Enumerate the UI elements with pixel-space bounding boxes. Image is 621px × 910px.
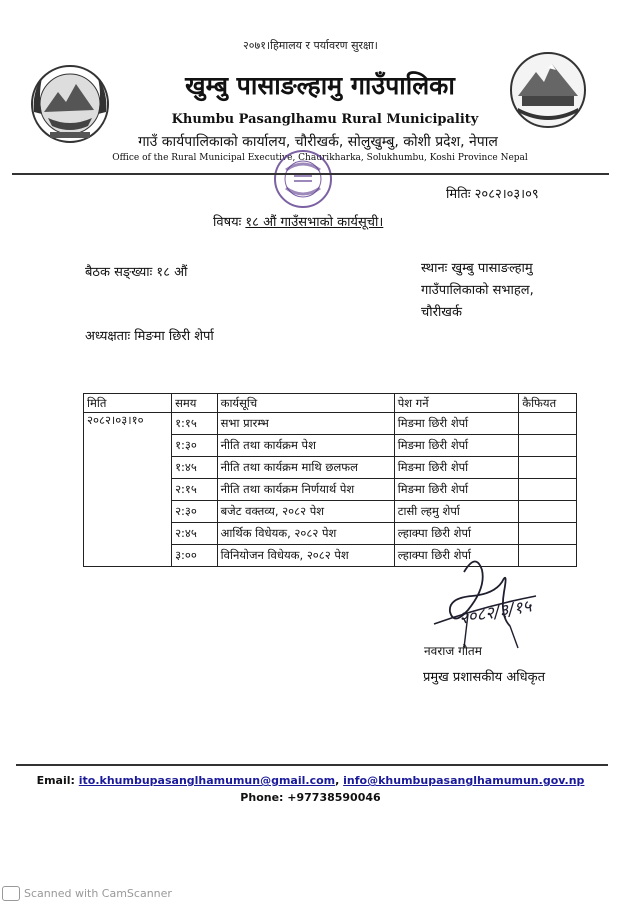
nepal-emblem-logo xyxy=(28,62,112,146)
venue-line: चौरीखर्क xyxy=(421,305,462,320)
office-address-nepali: गाउँ कार्यपालिकाको कार्यालय, चौरीखर्क, सोलुखुम्बु, कोशी प्रदेश, नेपाल xyxy=(138,134,498,150)
handwritten-date: २०८२/३/१५ xyxy=(457,596,534,629)
venue-line: गाउँपालिकाको सभाहल, xyxy=(421,283,534,298)
watermark-text: Scanned with CamScanner xyxy=(24,887,172,900)
footer-phone: Phone: +97738590046 xyxy=(240,791,381,804)
agenda-table xyxy=(83,393,577,567)
table-row xyxy=(84,413,577,435)
agenda-remarks xyxy=(519,523,577,545)
agenda-remarks xyxy=(519,501,577,523)
agenda-presenter: ल्हाक्पा छिरी शेर्पा xyxy=(394,523,519,545)
agenda-date-cell: २०८२।०३।१० xyxy=(84,413,172,567)
agenda-time: १:३० xyxy=(172,435,218,457)
office-seal-stamp xyxy=(272,148,334,210)
agenda-remarks xyxy=(519,457,577,479)
column-header-remarks: कैफियत xyxy=(519,394,577,413)
municipality-logo xyxy=(508,50,588,130)
header-divider xyxy=(12,173,609,175)
header-motto: २०७१।हिमालय र पर्यावरण सुरक्षा। xyxy=(243,39,378,52)
agenda-header-row xyxy=(84,394,577,413)
agenda-program: आर्थिक विधेयक, २०८२ पेश xyxy=(217,523,394,545)
camscanner-icon xyxy=(2,886,20,901)
subject-prefix: विषयः xyxy=(213,215,242,230)
agenda-time: २:४५ xyxy=(172,523,218,545)
agenda-remarks xyxy=(519,435,577,457)
column-header-time: समय xyxy=(172,394,218,413)
agenda-remarks xyxy=(519,413,577,435)
agenda-program: नीति तथा कार्यक्रम निर्णयार्थ पेश xyxy=(217,479,394,501)
agenda-time: २:१५ xyxy=(172,479,218,501)
agenda-presenter: मिङमा छिरी शेर्पा xyxy=(394,413,519,435)
agenda-time: १:४५ xyxy=(172,457,218,479)
office-address-english: Office of the Rural Municipal Executive, Chaurikharka, Solukhumbu, Koshi Province Nepal xyxy=(112,153,528,163)
agenda-presenter: मिङमा छिरी शेर्पा xyxy=(394,479,519,501)
meeting-venue xyxy=(421,258,601,324)
agenda-time: २:३० xyxy=(172,501,218,523)
agenda-presenter: मिङमा छिरी शेर्पा xyxy=(394,435,519,457)
footer-divider xyxy=(16,764,608,766)
agenda-presenter: ल्हाक्पा छिरी शेर्पा xyxy=(394,545,519,567)
agenda-program: नीति तथा कार्यक्रम पेश xyxy=(217,435,394,457)
email-link-ito[interactable]: ito.khumbupasanglhamumun@gmail.com xyxy=(78,774,336,787)
agenda-program: सभा प्रारम्भ xyxy=(217,413,394,435)
letter-subject xyxy=(213,212,383,230)
agenda-time: ३:०० xyxy=(172,545,218,567)
agenda-presenter: मिङमा छिरी शेर्पा xyxy=(394,457,519,479)
letter-date: मितिः २०८२।०३।०९ xyxy=(446,187,539,202)
agenda-presenter: टासी ल्हमु शेर्पा xyxy=(394,501,519,523)
agenda-program: विनियोजन विधेयक, २०८२ पेश xyxy=(217,545,394,567)
subject-text: १८ औं गाउँसभाको कार्यसूची। xyxy=(245,215,384,230)
column-header-date: मिति xyxy=(84,394,172,413)
camscanner-watermark xyxy=(2,886,172,901)
signatory-title: प्रमुख प्रशासकीय अधिकृत xyxy=(423,670,546,685)
footer-email-line xyxy=(0,774,621,787)
agenda-remarks xyxy=(519,479,577,501)
meeting-chair: अध्यक्षताः मिङमा छिरी शेर्पा xyxy=(85,329,214,344)
column-header-presenter: पेश गर्ने xyxy=(394,394,519,413)
agenda-program: बजेट वक्तव्य, २०८२ पेश xyxy=(217,501,394,523)
email-separator: , xyxy=(335,774,340,787)
email-label: Email: xyxy=(36,774,75,787)
agenda-time: १:१५ xyxy=(172,413,218,435)
handwritten-signature xyxy=(424,552,584,650)
municipality-title-nepali: खुम्बु पासाङल्हामु गाउँपालिका xyxy=(185,71,455,100)
column-header-program: कार्यसूचि xyxy=(217,394,394,413)
signatory-name: नवराज गौतम xyxy=(424,644,482,658)
venue-line: स्थानः खुम्बु पासाङल्हामु xyxy=(421,261,533,276)
municipality-title-english: Khumbu Pasanglhamu Rural Municipality xyxy=(171,112,479,127)
meeting-number: बैठक सङ्ख्याः १८ औं xyxy=(85,265,188,280)
agenda-program: नीति तथा कार्यक्रम माथि छलफल xyxy=(217,457,394,479)
email-link-info[interactable]: info@khumbupasanglhamumun.gov.np xyxy=(343,774,585,787)
